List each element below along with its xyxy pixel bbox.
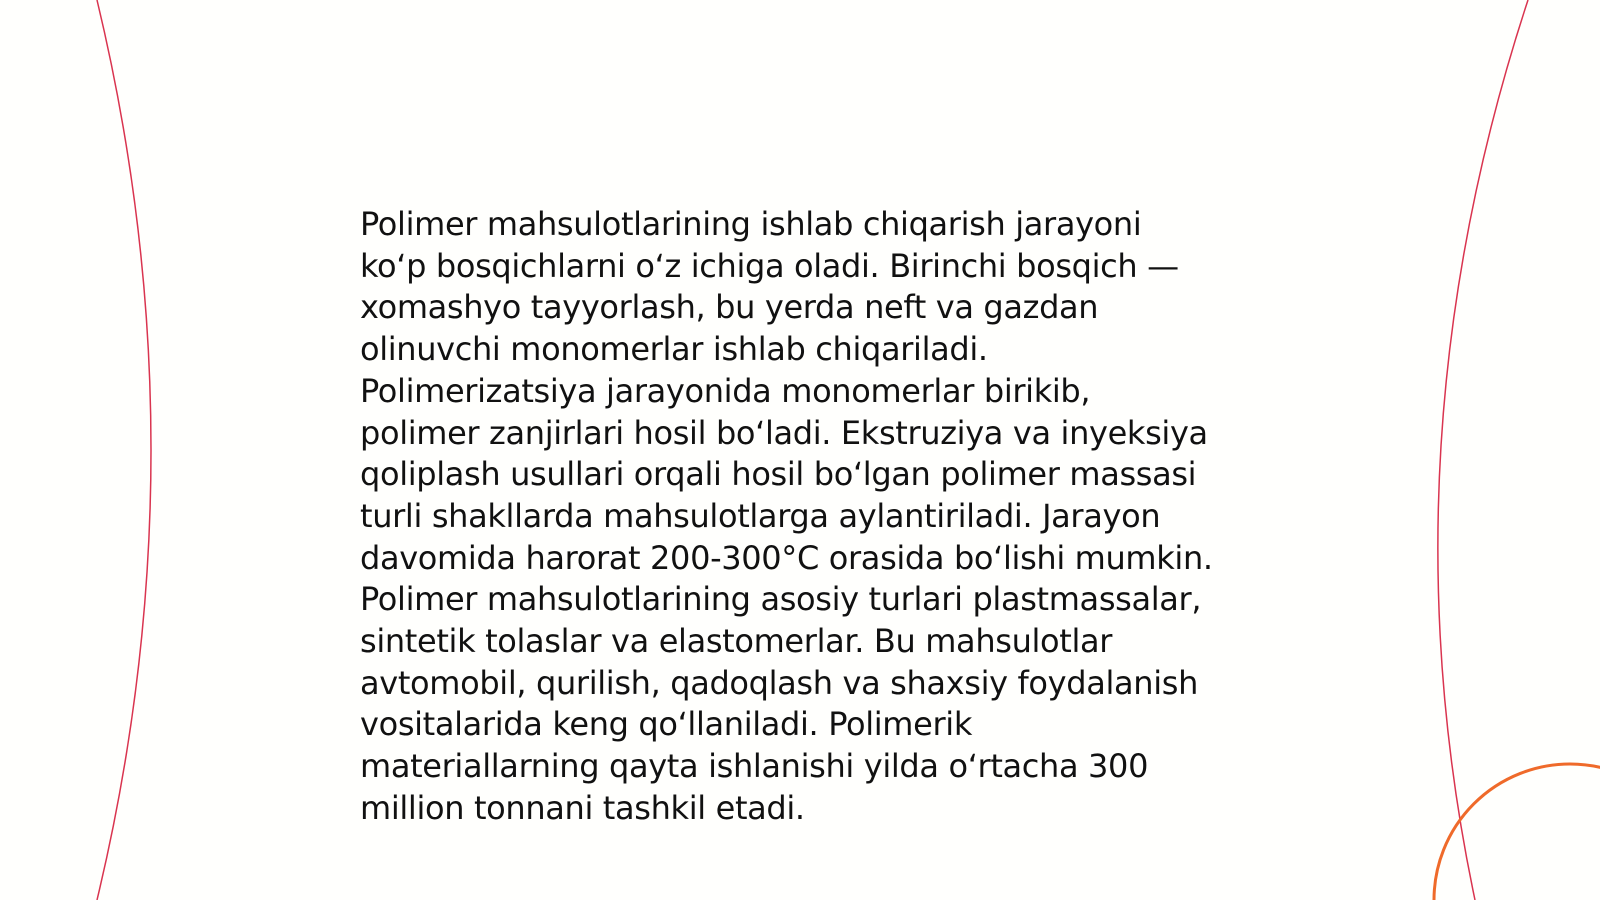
body-line: qoliplash usullari orqali hosil bo‘lgan polimer massasi (360, 455, 1197, 494)
left-decorative-arc (97, 0, 151, 900)
body-line: materiallarning qayta ishlanishi yilda o‘rtacha 300 (360, 747, 1149, 786)
body-line: Polimerizatsiya jarayonida monomerlar birikib, (360, 371, 1091, 410)
body-line: turli shakllarda mahsulotlarga aylantiriladi. Jarayon (360, 496, 1161, 535)
body-line: olinuvchi monomerlar ishlab chiqariladi. (360, 330, 988, 369)
body-line: million tonnani tashkil etadi. (360, 788, 805, 827)
body-line: avtomobil, qurilish, qadoqlash va shaxsiy foydalanish (360, 663, 1198, 702)
body-line: sintetik tolaslar va elastomerlar. Bu mahsulotlar (360, 622, 1113, 661)
body-line: vositalarida keng qo‘llaniladi. Polimerik (360, 705, 972, 744)
body-line: xomashyo tayyorlash, bu yerda neft va gazdan (360, 288, 1099, 327)
body-line: polimer zanjirlari hosil bo‘ladi. Ekstruziya va inyeksiya (360, 413, 1208, 452)
right-decorative-arc (1438, 0, 1528, 900)
body-line: davomida harorat 200-300°C orasida bo‘lishi mumkin. (360, 538, 1213, 577)
body-line: Polimer mahsulotlarining ishlab chiqarish jarayoni (360, 205, 1142, 243)
slide-body-text (360, 204, 1240, 830)
body-line: ko‘p bosqichlarni o‘z ichiga oladi. Birinchi bosqich — (360, 246, 1179, 285)
body-line: Polimer mahsulotlarining asosiy turlari plastmassalar, (360, 580, 1202, 619)
corner-decorative-circle (1434, 764, 1600, 900)
